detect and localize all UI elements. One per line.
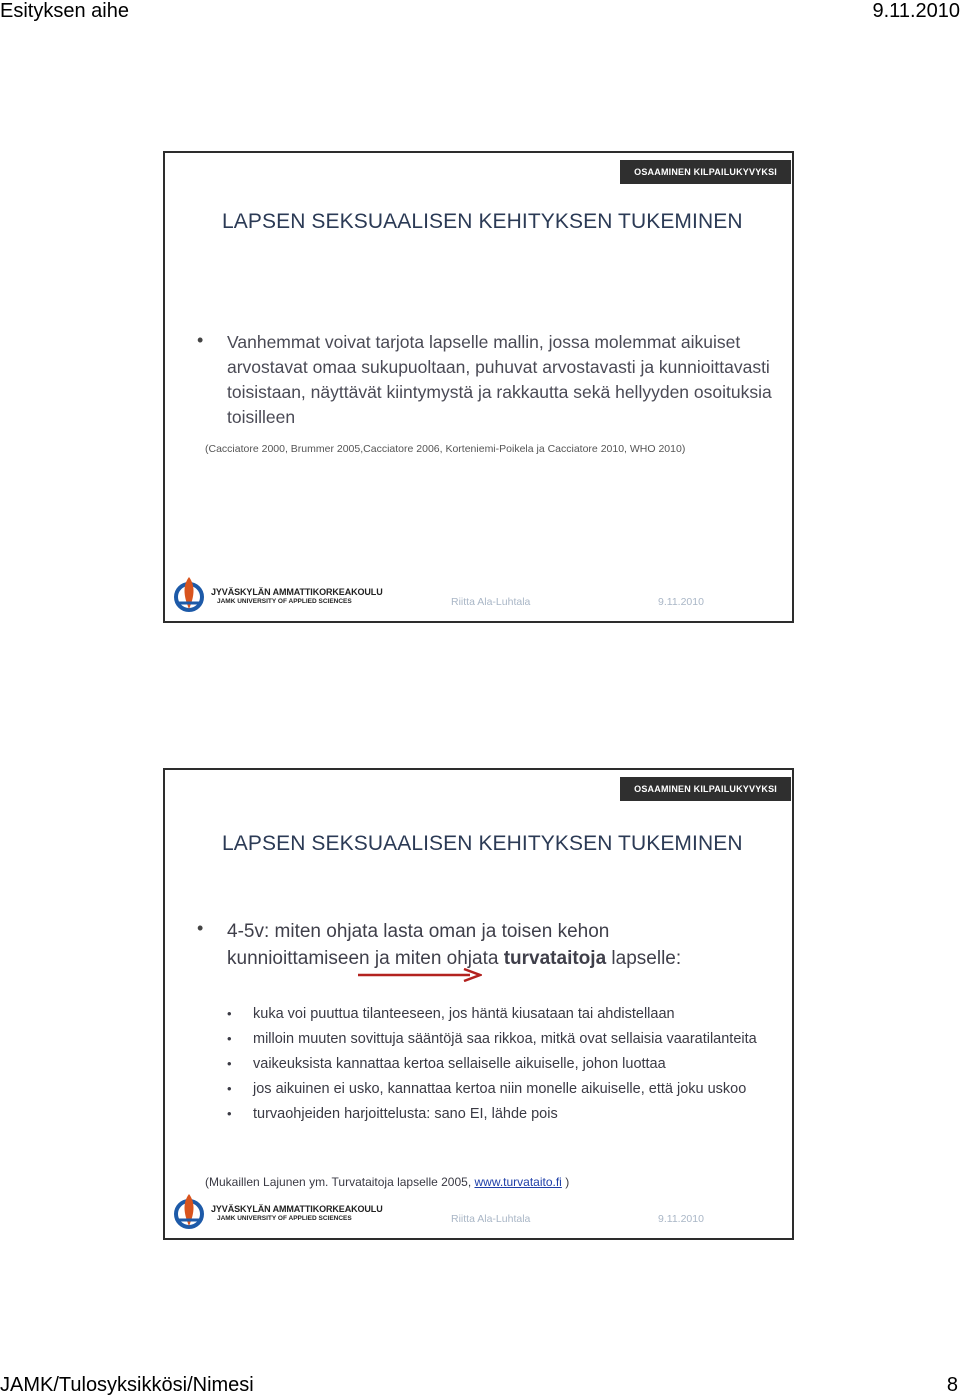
sub-bullet-icon: •: [227, 1081, 232, 1096]
sub-bullet-item: [225, 1078, 765, 1100]
bullet-icon: •: [197, 330, 204, 350]
sub-bullet-icon: •: [227, 1106, 232, 1121]
slide-2: [163, 768, 794, 1240]
sub-bullet-text: kuka voi puuttua tilanteeseen, jos häntä kiusataan tai ahdistellaan: [253, 1006, 675, 1022]
footer-date: 9.11.2010: [658, 596, 704, 608]
bullet-bold-word: turvataitoja: [503, 948, 607, 969]
bullet-icon: •: [197, 918, 204, 938]
footer-author: Riitta Ala-Luhtala: [451, 596, 531, 608]
footer-author: Riitta Ala-Luhtala: [451, 1213, 531, 1225]
jamk-emblem-icon: [173, 573, 209, 613]
bullet-line-2-end: lapselle:: [606, 948, 682, 969]
source-reference: [205, 1175, 569, 1189]
tagline-banner: OSAAMINEN KILPAILUKYVYKSI: [620, 160, 791, 184]
sub-bullet-item: [225, 1103, 765, 1125]
logo-name: JYVÄSKYLÄN AMMATTIKORKEAKOULU: [211, 1204, 383, 1214]
sub-bullet-icon: •: [227, 1056, 232, 1071]
source-text-end: ): [561, 1175, 570, 1189]
sub-bullet-item: [225, 1028, 765, 1050]
logo-subname: JAMK UNIVERSITY OF APPLIED SCIENCES: [217, 598, 352, 605]
logo-subname: JAMK UNIVERSITY OF APPLIED SCIENCES: [217, 1215, 352, 1222]
slide-1: [163, 151, 794, 623]
jamk-logo: [173, 1190, 383, 1230]
sub-bullet-text: jos aikuinen ei usko, kannattaa kertoa niin monelle aikuiselle, että joku uskoo: [253, 1081, 747, 1097]
jamk-emblem-icon: [173, 1190, 209, 1230]
tagline-banner: OSAAMINEN KILPAILUKYVYKSI: [620, 777, 791, 801]
logo-name: JYVÄSKYLÄN AMMATTIKORKEAKOULU: [211, 587, 383, 597]
bullet-line-2-start: kunnioittamiseen ja miten ohjata: [227, 948, 504, 969]
sub-bullet-text: milloin muuten sovittuja sääntöjä saa rikkoa, mitkä ovat sellaisia vaaratilanteita: [253, 1031, 757, 1047]
bullet-text: Vanhemmat voivat tarjota lapselle mallin, jossa molemmat aikuiset arvostavat omaa sukupuoltaan, puhuvat arvostavasti ja kunnioittavasti toisistaan, näyttävät kiintymystä ja rakkautta sekä hellyyden osoituksia toisilleen: [227, 332, 772, 427]
sub-bullet-text: vaikeuksista kannattaa kertoa sellaiselle aikuiselle, johon luottaa: [253, 1056, 666, 1072]
sub-bullet-list: [225, 1003, 765, 1128]
sub-bullet-text: turvaohjeiden harjoittelusta: sano EI, lähde pois: [253, 1106, 558, 1122]
red-arrow-icon: [358, 968, 482, 982]
source-link[interactable]: www.turvataito.fi: [474, 1175, 562, 1189]
source-text: (Mukaillen Lajunen ym. Turvataitoja lapselle 2005,: [205, 1175, 475, 1189]
page-number: 8: [946, 1374, 958, 1396]
page-footer-label: JAMK/Tulosyksikkösi/Nimesi: [0, 1374, 254, 1396]
slide-title: LAPSEN SEKSUAALISEN KEHITYKSEN TUKEMINEN: [222, 832, 743, 855]
page-header-date: 9.11.2010: [872, 0, 960, 22]
bullet-text: [227, 918, 787, 972]
jamk-logo: [173, 573, 383, 613]
slide-title: LAPSEN SEKSUAALISEN KEHITYKSEN TUKEMINEN: [222, 210, 743, 233]
bullet-line-1: 4-5v: miten ohjata lasta oman ja toisen kehon: [227, 921, 610, 942]
sub-bullet-icon: •: [227, 1006, 232, 1021]
page-header-title: Esityksen aihe: [0, 0, 129, 22]
sub-bullet-item: [225, 1053, 765, 1075]
citation: (Cacciatore 2000, Brummer 2005,Cacciatore 2006, Korteniemi-Poikela ja Cacciatore 2010, WHO 2010): [205, 443, 686, 455]
sub-bullet-item: [225, 1003, 765, 1025]
footer-date: 9.11.2010: [658, 1213, 704, 1225]
sub-bullet-icon: •: [227, 1031, 232, 1046]
